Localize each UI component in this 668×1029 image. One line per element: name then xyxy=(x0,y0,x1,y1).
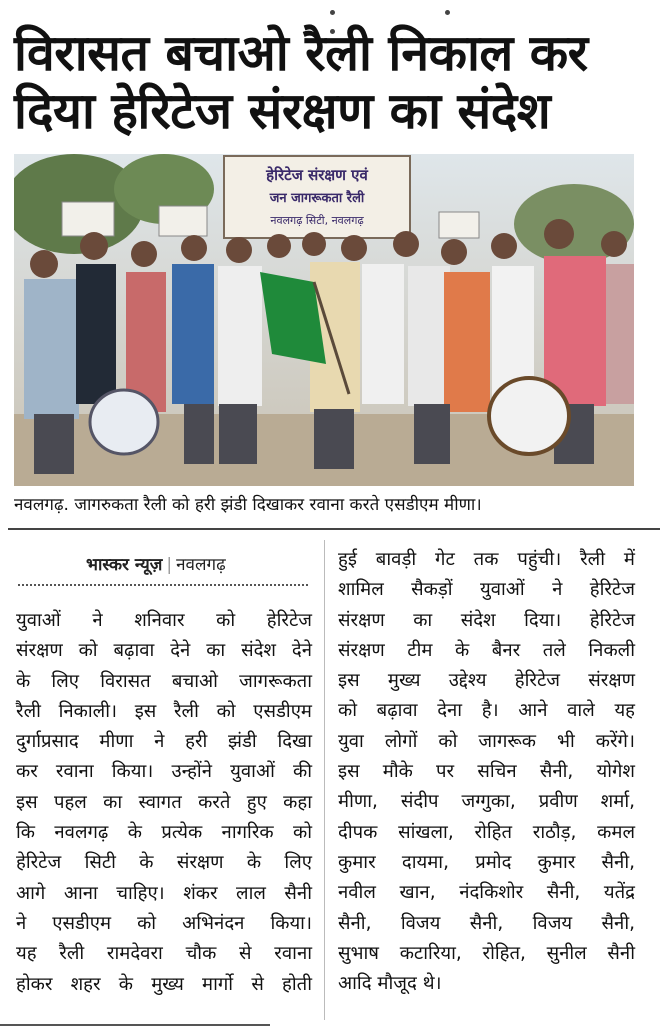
body-line: इस मौके पर सचिन सैनी, योगेश xyxy=(338,761,635,783)
body-line: मीणा, संदीप जग्गुका, प्रवीण शर्मा, xyxy=(338,791,635,813)
byline-dotted-rule xyxy=(18,584,308,586)
byline-separator: | xyxy=(166,555,173,575)
drum-left xyxy=(90,390,158,454)
body-line: होकर शहर के मुख्य मार्गो से होती xyxy=(16,973,312,995)
body-line: कर रवाना किया। उन्होंने युवाओं की xyxy=(16,761,312,783)
body-line: रैली निकाली। इस रैली को एसडीएम xyxy=(16,700,312,722)
article-column-left xyxy=(16,606,312,1000)
body-line: को बढ़ावा देना है। आने वाले यह xyxy=(338,700,635,722)
body-line: हुई बावड़ी गेट तक पहुंची। रैली में xyxy=(338,549,635,570)
article-column-right xyxy=(338,545,635,999)
body-line: नवील खान, नंदकिशोर सैनी, यतेंद्र xyxy=(338,882,635,904)
body-line: सैनी, विजय सैनी, विजय सैनी, xyxy=(338,912,635,934)
byline-source: भास्कर न्यूज़ xyxy=(86,555,163,575)
body-line: युवाओं ने शनिवार को हेरिटेज xyxy=(16,610,312,631)
headline-line-1: विरासत बचाओ रैली निकाल कर xyxy=(14,24,588,82)
headline-line-2: दिया हेरिटेज संरक्षण का संदेश xyxy=(14,82,551,140)
body-line: शामिल सैकड़ों युवाओं ने हेरिटेज xyxy=(338,579,635,601)
body-line: आदि मौजूद थे। xyxy=(338,973,442,995)
rally-banner xyxy=(224,156,410,238)
body-line: हेरिटेज सिटी के संरक्षण के लिए xyxy=(16,852,312,874)
drum-right xyxy=(489,378,569,454)
banner-text-1: हेरिटेज संरक्षण एवं xyxy=(266,166,368,184)
body-line: कि नवलगढ़ के प्रत्येक नागरिक को xyxy=(16,822,312,844)
body-line: के लिए विरासत बचाओ जागरूकता xyxy=(16,670,312,692)
body-line: यह रैली रामदेवरा चौक से रवाना xyxy=(16,943,312,965)
body-line: संरक्षण टीम के बैनर तले निकली xyxy=(338,639,635,661)
body-line: इस मुख्य उद्देश्य हेरिटेज संरक्षण xyxy=(338,670,635,692)
article-headline xyxy=(14,24,654,140)
body-line: कुमार दायमा, प्रमोद कुमार सैनी, xyxy=(338,851,635,873)
body-line: ने एसडीएम को अभिनंदन किया। xyxy=(16,912,312,934)
banner-text-3: नवलगढ़ सिटी, नवलगढ़ xyxy=(270,214,364,227)
body-line: इस पहल का स्वागत करते हुए कहा xyxy=(16,791,312,813)
byline-place: नवलगढ़ xyxy=(176,555,226,575)
body-line: आगे आना चाहिए। शंकर लाल सैनी xyxy=(16,882,312,904)
byline xyxy=(86,552,226,575)
banner-text-2: जन जागरूकता रैली xyxy=(269,191,365,206)
bottom-rule xyxy=(0,1024,270,1026)
photo-caption: नवलगढ़. जागरुकता रैली को हरी झंडी दिखाकर रवाना करते एसडीएम मीणा। xyxy=(14,495,482,515)
article-photo xyxy=(14,154,634,486)
body-line: दुर्गाप्रसाद मीणा ने हरी झंडी दिखा xyxy=(16,731,312,753)
rally-photo-illustration xyxy=(14,154,634,486)
body-line: संरक्षण का संदेश दिया। हेरिटेज xyxy=(338,609,635,631)
body-line: सुभाष कटारिया, रोहित, सुनील सैनी xyxy=(338,942,635,964)
body-line: युवा लोगों को जागरूक भी करेंगे। xyxy=(338,730,635,752)
caption-divider xyxy=(8,528,660,530)
column-divider xyxy=(324,540,325,1020)
top-edge-marks xyxy=(330,0,590,6)
body-line: संरक्षण को बढ़ावा देने का संदेश देने xyxy=(16,640,312,662)
body-line: दीपक सांखला, रोहित राठौड़, कमल xyxy=(338,821,635,843)
